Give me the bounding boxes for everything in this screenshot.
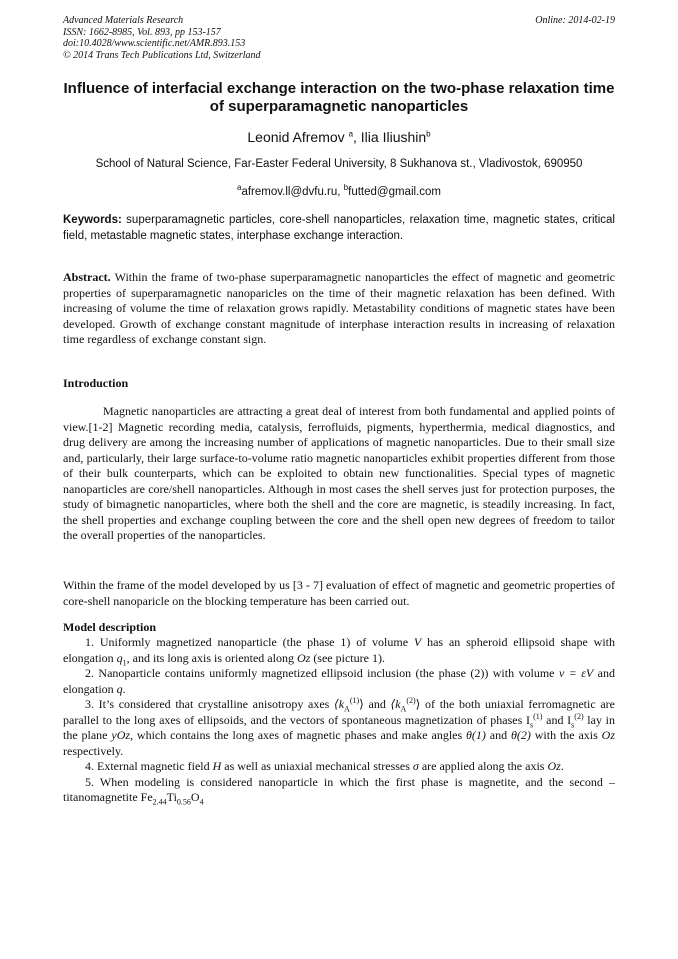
section-heading: Introduction [63,376,129,390]
math-symbol: ⟨k [390,697,401,711]
online-date: Online: 2014-02-19 [535,15,615,26]
list-item [63,635,615,666]
list-item [63,697,615,759]
math-symbol: q [116,650,123,665]
item-text: as well as uniaxial mechanical stresses [221,759,413,773]
math-subscript: 4 [199,797,204,807]
math-symbol: σ [412,759,419,773]
item-text: respectively. [63,743,124,758]
math-symbol: Oz [601,728,616,742]
author-name: Leonid Afremov [247,129,345,145]
item-text: and elongation [63,666,616,696]
math-symbol: Oz [547,759,561,773]
math-symbol: v = εV [558,666,594,680]
math-subscript: s [529,719,534,729]
author-line [56,129,622,145]
item-text: and I [542,712,572,727]
math-symbol: θ(1) [466,728,486,742]
math-superscript: (1) [349,696,360,705]
item-text: with the axis [530,728,602,742]
item-text: 1. Uniformly magnetized nanoparticle (the phase 1) of volume [85,635,414,649]
math-symbol: q [116,681,123,696]
item-text: , which contains the long axes of magnetic phases and make angles [130,728,467,742]
item-text: 4. External magnetic field [85,759,213,773]
author-name: Ilia Iliushin [360,129,427,145]
author-marker: a [348,129,354,139]
copyright-line: © 2014 Trans Tech Publications Ltd, Switzerland [63,49,261,61]
math-symbol: Oz [296,650,311,665]
item-text: 5. When modeling is considered nanoparticle in which the first phase is magnetite, and the second – titanomagnetite Fe [63,774,615,804]
item-text: . [560,759,564,773]
item-text: (see picture 1). [310,650,385,665]
math-symbol: ⟩ [359,697,364,711]
author-separator: , [353,129,361,145]
math-superscript: (1) [533,711,543,721]
list-item [63,666,615,697]
math-subscript: 0.56 [176,797,191,807]
journal-header [63,15,615,61]
keywords-label: Keywords: [63,214,122,226]
paper-title: Influence of interfacial exchange interaction on the two-phase relaxation time of superparamagnetic nanoparticles [63,80,615,115]
model-list [63,635,615,806]
email-address: futted@gmail.com [348,186,441,198]
email-line [56,183,622,198]
math-symbol: H [212,759,222,773]
item-text: 2. Nanoparticle contains uniformly magnetized ellipsoid inclusion (the phase (2)) with volume [85,666,559,680]
item-text: , and its long axis is oriented along [126,650,297,665]
item-text: has an spheroid ellipsoid shape with elongation [63,635,615,665]
math-subscript: s [571,719,575,729]
email-marker: a [237,183,242,193]
list-item [63,775,615,806]
author-marker: b [426,129,431,139]
math-symbol: V [413,635,422,649]
item-text: are applied along the axis [418,759,548,773]
abstract-label: Abstract. [63,270,111,284]
abstract-text: Within the frame of two-phase superparamagnetic nanoparticles the effect of magnetic and geometric properties of superparamagnetic nanoparicles on the time of their magnetic relaxation has been defined. With increasing of volume the time of relaxation grows rapidly. Metastability conditions of magnetic states have been developed. Growth of exchange constant magnitude of interphase interaction results in increasing of relaxation time regardless of exchange constant sign. [63,270,615,346]
math-superscript: (2) [406,696,416,705]
item-text: of the both uniaxial ferromagnetic are parallel to the long axes of ellipsoids, and the vectors of spontaneous magnetization of phases I [63,697,616,727]
email-address: afremov.ll@dvfu.ru, [241,186,344,198]
issn-line: ISSN: 1662-8985, Vol. 893, pp 153-157 [63,26,221,38]
item-text: O [190,790,200,804]
list-item [63,759,615,775]
doi-line: doi:10.4028/www.scientific.net/AMR.893.153 [63,38,246,49]
affiliation: School of Natural Science, Far-Easter Federal University, 8 Sukhanova st., Vladivostok, 690950 [95,158,583,170]
item-text: Ti [166,790,177,804]
section-heading: Model description [63,620,156,634]
math-symbol: ⟨k [334,697,345,711]
journal-name: Advanced Materials Research [63,15,184,26]
keywords-text: superparamagnetic particles, core-shell nanoparticles, relaxation time, magnetic states, critical field, metastable magnetic states, interphase exchange interaction. [63,214,615,242]
email-marker: b [343,183,349,193]
abstract [63,270,615,348]
math-subscript: A [400,704,407,714]
keywords [63,213,615,244]
math-subscript: 1 [122,657,127,667]
math-symbol: ⟩ [415,697,421,711]
math-superscript: (2) [574,711,584,721]
math-symbol: yOz [111,728,131,742]
item-text: and [363,697,391,711]
body-paragraph: Within the frame of the model developed by us [3 - 7] evaluation of effect of magnetic and geometric properties of core-shell nanoparicle on the blocking temperature has been carried out. [63,578,615,608]
item-text: 3. It’s considered that crystalline anisotropy axes [85,697,335,711]
math-symbol: θ(2) [510,728,531,742]
math-subscript: A [344,704,350,714]
item-text: and [485,728,511,742]
intro-paragraph: Magnetic nanoparticles are attracting a great deal of interest from both fundamental and applied points of view.[1-2] Magnetic recording media, catalysis, ferrofluids, pigments, hyperthermia, medical diagnostics, and drug delivery are among the increasing number of applications of magnetic nanoparticles. Due to their small size and, particularly, their large surface-to-volume ratio magnetic nanoparticles exhibit properties different from those of their bulk counterparts, which can be exploited to obtain new functionalities. Special types of magnetic nanoparticles are core/shell nanoparticles. Although in most cases the shell serves just for protection purposes, the study of bimagnetic nanoparticles, where both the shell and the core are magnetic, is steadily increasing. In fact, the shell properties and exchange coupling between the core and the shell open new degrees of freedom to tailor the overall properties of the nanoparticles. [63,404,615,542]
math-subscript: 2.44 [152,797,167,807]
item-text: . [122,681,126,696]
item-text: lay in the plane [63,712,615,742]
